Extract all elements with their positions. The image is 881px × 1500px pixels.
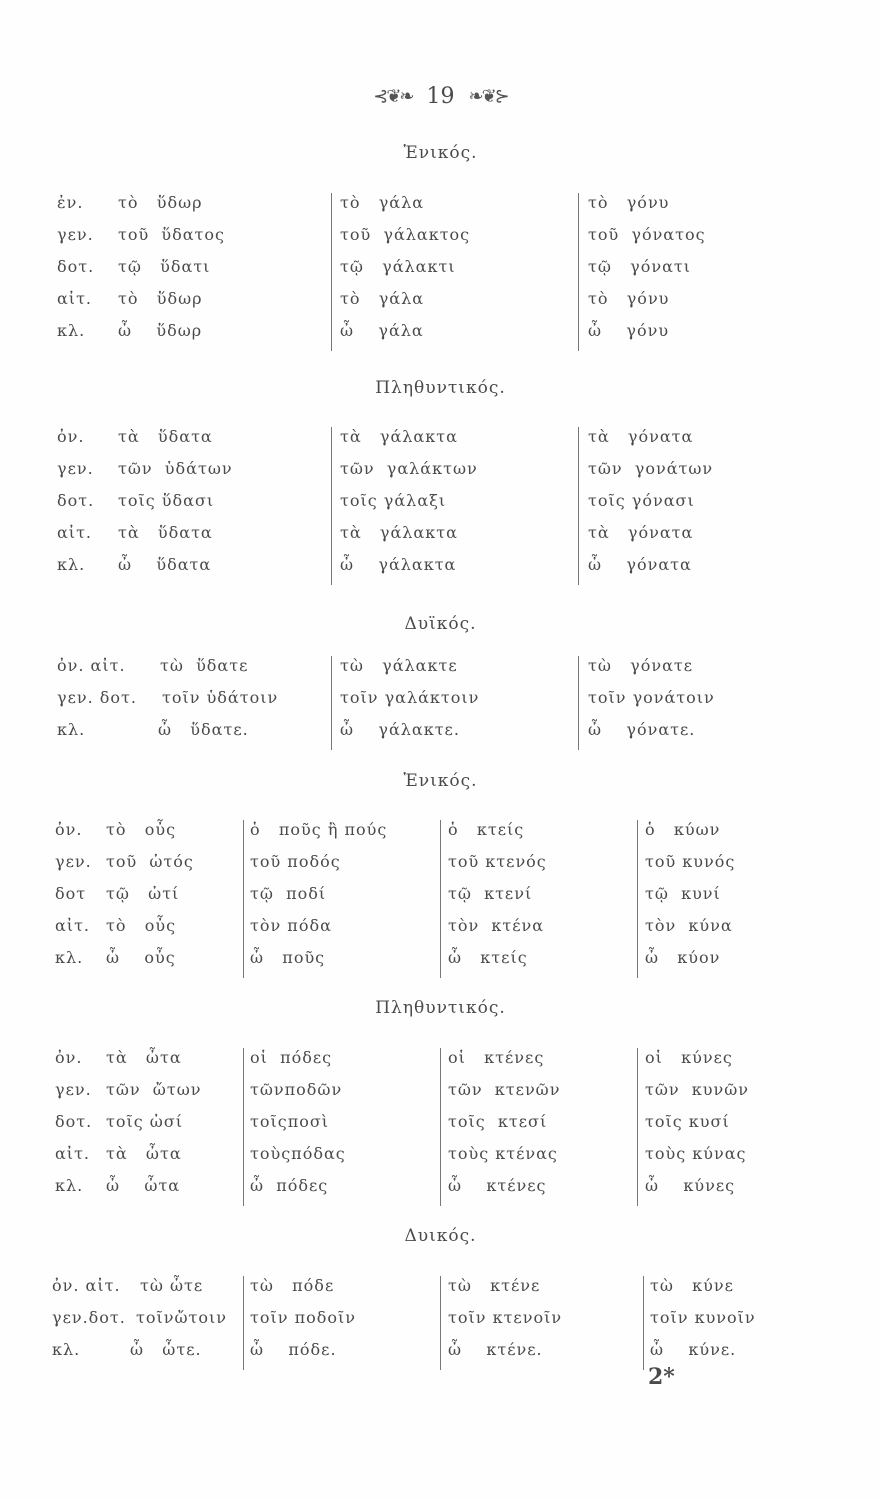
section-title-singular-2: Ἑνικός. bbox=[403, 771, 478, 791]
section-title-dual-2: Δυικός. bbox=[404, 1226, 477, 1246]
section-title-plural-2: Πληθυντικός. bbox=[375, 998, 506, 1018]
section-title-singular-1: Ἑνικός. bbox=[403, 143, 478, 163]
ornament-right-icon: ❧❦⊱ bbox=[468, 86, 508, 107]
page-number: 19 bbox=[426, 84, 455, 109]
page-header bbox=[0, 84, 881, 109]
ornament-left-icon: ⊰❦❧ bbox=[373, 86, 413, 107]
section-title-plural-1: Πληθυντικός. bbox=[375, 378, 506, 398]
printer-signature: 2* bbox=[648, 1364, 675, 1390]
section-title-dual-1: Δυϊκός. bbox=[404, 614, 477, 634]
